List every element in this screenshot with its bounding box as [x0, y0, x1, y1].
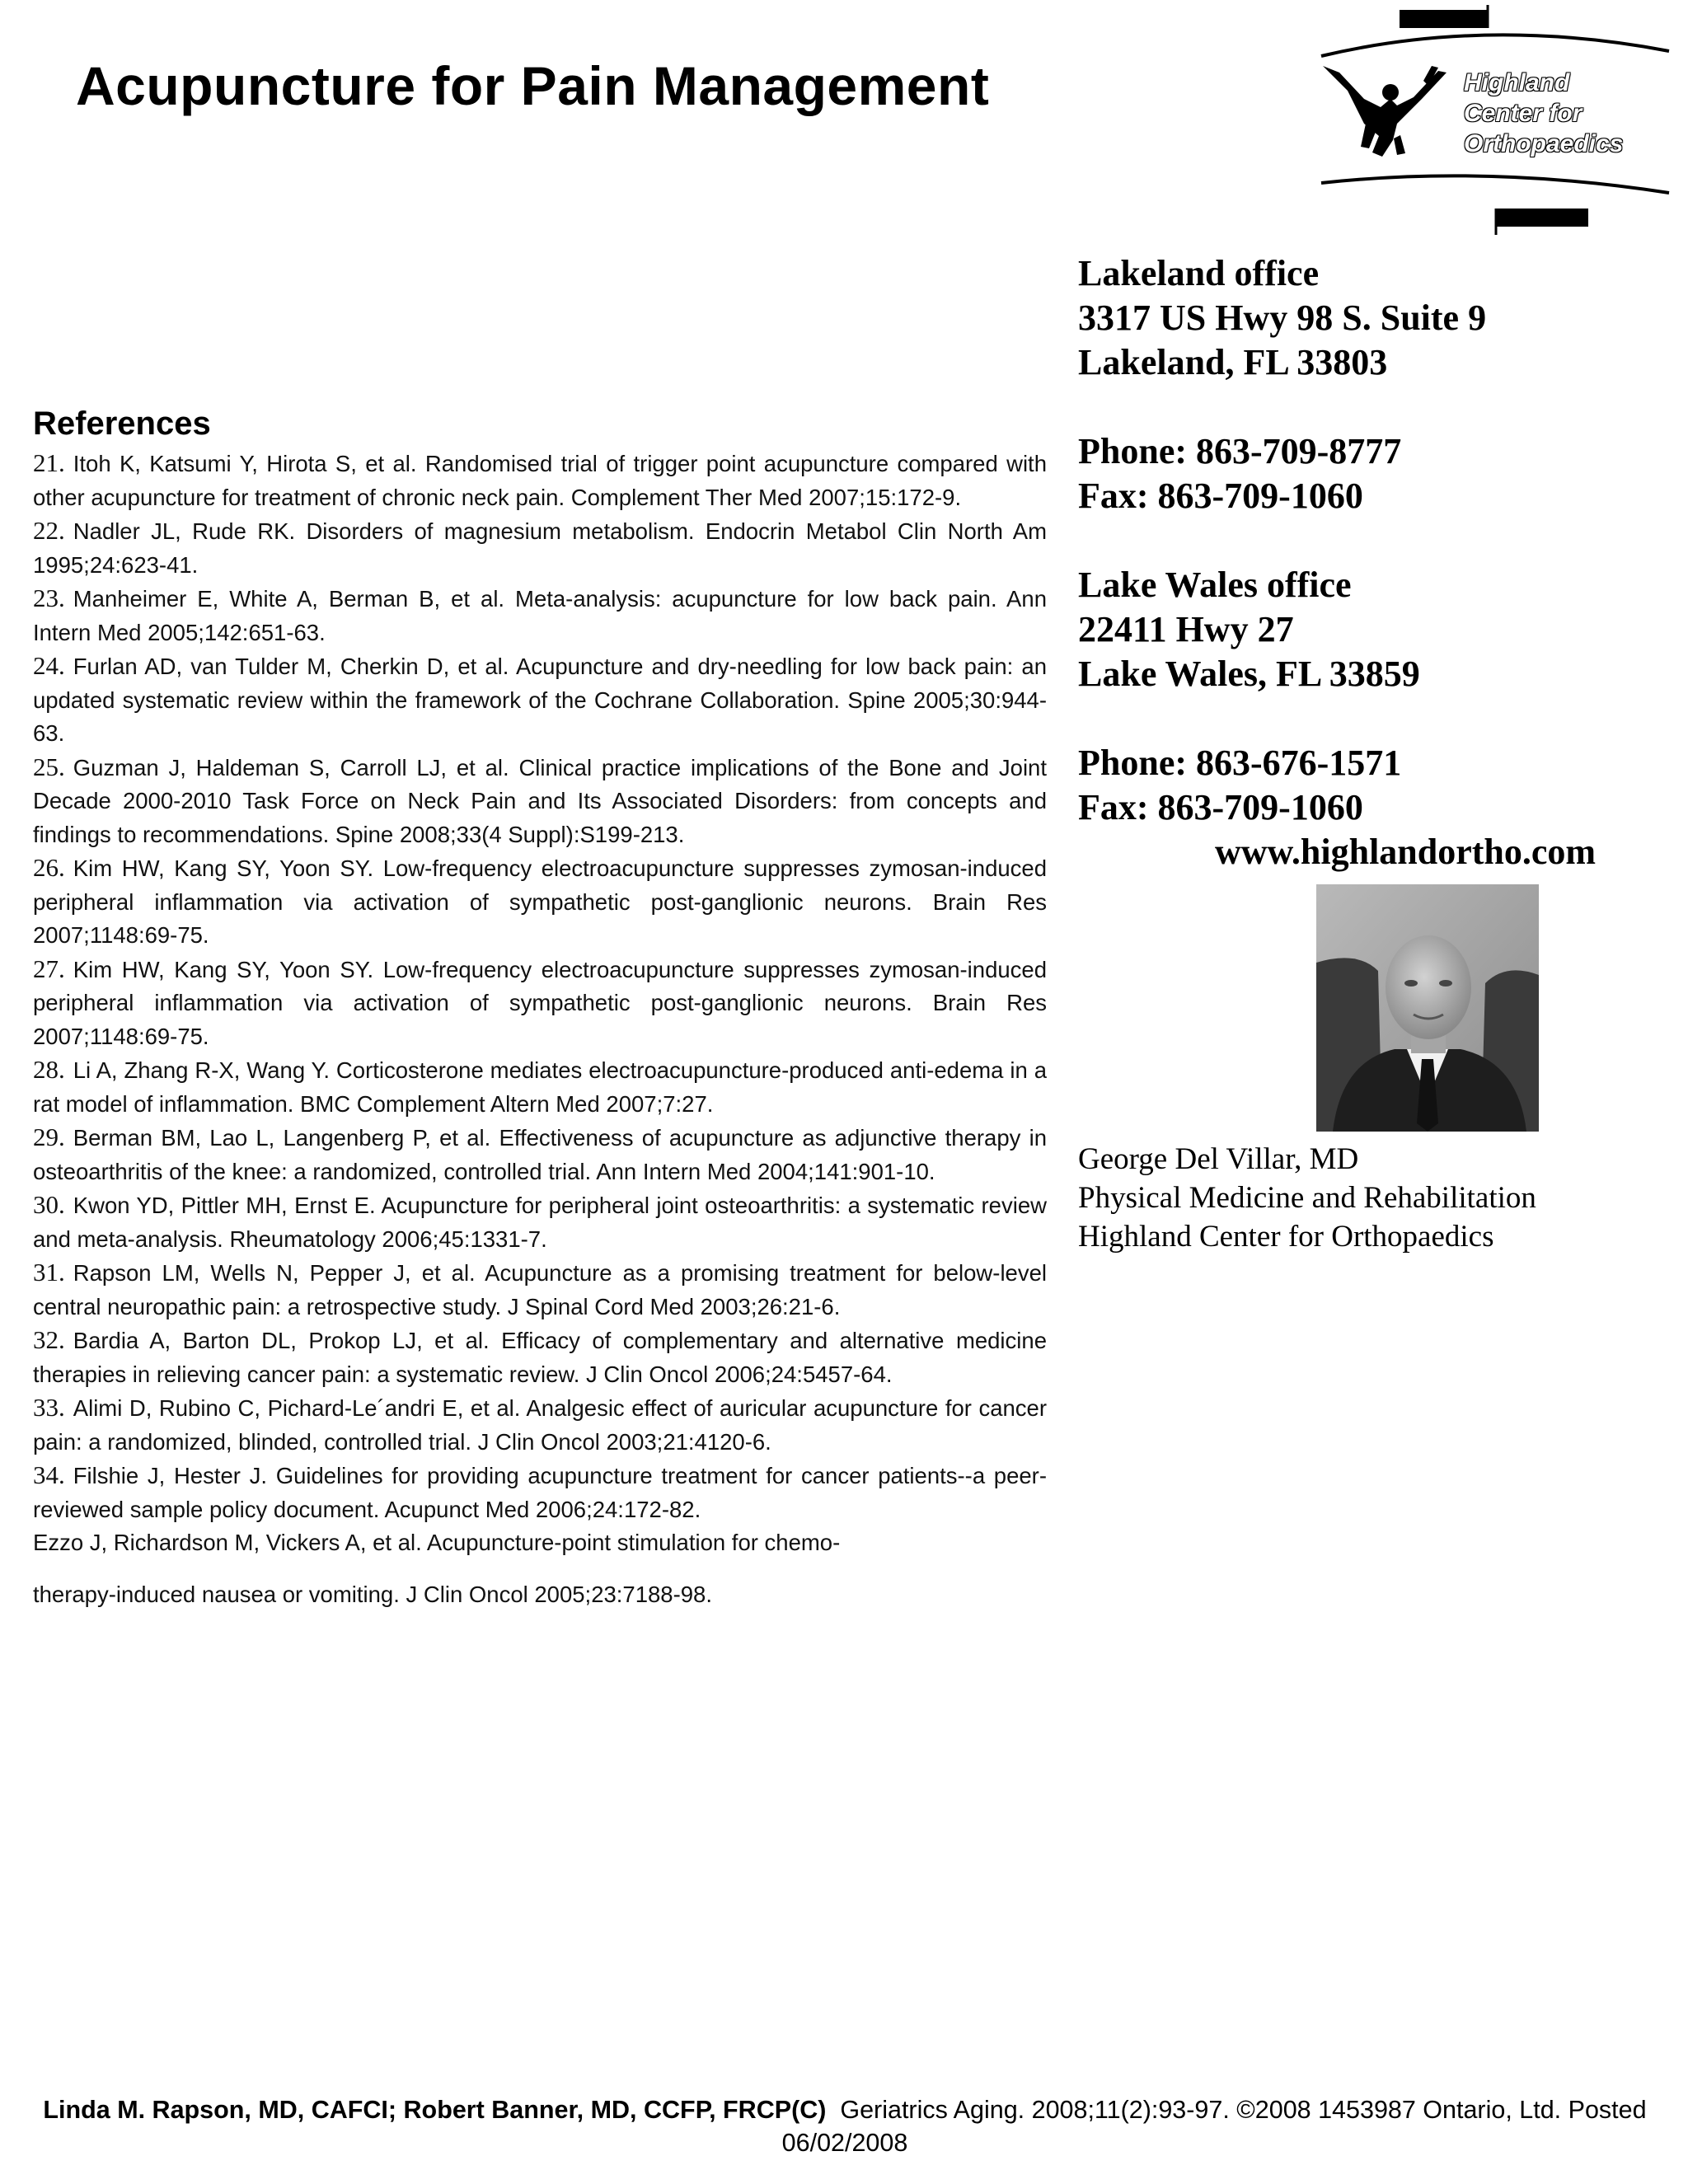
doctor-photo: [1316, 884, 1539, 1132]
reference-text: Berman BM, Lao L, Langenberg P, et al. Effectiveness of acupuncture as adjunctive therapy in osteoarthritis of the knee: a randomized, controlled trial. Ann Intern Med 2004;141:901-10.: [33, 1125, 1047, 1184]
reference-text: therapy-induced nausea or vomiting. J Clin Oncol 2005;23:7188-98.: [33, 1581, 712, 1607]
reference-list: [33, 447, 1047, 1526]
doctor-practice: Highland Center for Orthopaedics: [1078, 1220, 1494, 1254]
reference-text: Ezzo J, Richardson M, Vickers A, et al. Acupuncture-point stimulation for chemo-: [33, 1530, 841, 1555]
lakeland-city: Lakeland, FL 33803: [1078, 342, 1388, 382]
reference-number: 27.: [33, 954, 65, 983]
reference-item: [33, 582, 1047, 649]
lakeland-phone: Phone: 863-709-8777: [1078, 431, 1402, 471]
doctor-caption: [1078, 1140, 1672, 1256]
references-heading: References: [33, 405, 211, 442]
logo-text: Highland Center for Orthopaedics: [1464, 69, 1624, 157]
page-title: Acupuncture for Pain Management: [76, 55, 990, 116]
website-link[interactable]: www.highlandortho.com: [1215, 832, 1597, 872]
reference-item: [33, 1256, 1047, 1324]
reference-number: 29.: [33, 1122, 65, 1151]
reference-item: [33, 1324, 1047, 1391]
reference-number: 25.: [33, 752, 65, 781]
lake-wales-fax: Fax: 863-709-1060: [1078, 787, 1363, 827]
reference-number: 26.: [33, 853, 65, 882]
reference-text: Guzman J, Haldeman S, Carroll LJ, et al. Clinical practice implications of the Bone and Joint Decade 2000-2010 Task Force on Neck Pain and Its Associated Disorders: from concepts and findings to recommendations. Spine 2008;33(4 Suppl):S199-213.: [33, 754, 1047, 847]
reference-item: [33, 1391, 1047, 1459]
reference-item: [33, 514, 1047, 582]
reference-item: [33, 751, 1047, 852]
reference-item: [33, 851, 1047, 953]
reference-number: 33.: [33, 1393, 65, 1422]
reference-item: [33, 649, 1047, 751]
lake-wales-street: 22411 Hwy 27: [1078, 609, 1294, 649]
reference-text: Filshie J, Hester J. Guidelines for providing acupuncture treatment for cancer patients--a peer-reviewed sample policy document. Acupunct Med 2006;24:172-82.: [33, 1463, 1047, 1522]
reference-text: Bardia A, Barton DL, Prokop LJ, et al. Efficacy of complementary and alternative medicine therapies in relieving cancer pain: a systematic review. J Clin Oncol 2006;24:5457-64.: [33, 1328, 1047, 1387]
lakeland-street: 3317 US Hwy 98 S. Suite 9: [1078, 298, 1487, 338]
reference-text: Alimi D, Rubino C, Pichard-Le´andri E, et al. Analgesic effect of auricular acupuncture for cancer pain: a randomized, blinded, controlled trial. J Clin Oncol 2003;21:4120-6.: [33, 1395, 1047, 1455]
reference-number: 28.: [33, 1055, 65, 1084]
footer-authors: Linda M. Rapson, MD, CAFCI; Robert Banner, MD, CCFP, FRCP(C): [43, 2096, 827, 2124]
reference-number: 31.: [33, 1258, 65, 1286]
doctor-name: George Del Villar, MD: [1078, 1142, 1359, 1176]
reference-item-ezzo: [33, 1526, 1047, 1611]
lake-wales-office-name: Lake Wales office: [1078, 565, 1352, 605]
lakeland-office-name: Lakeland office: [1078, 253, 1320, 293]
reference-number: 30.: [33, 1190, 65, 1219]
reference-text: Itoh K, Katsumi Y, Hirota S, et al. Randomised trial of trigger point acupuncture compared with other acupuncture for treatment of chronic neck pain. Complement Ther Med 2007;15:172-9.: [33, 451, 1047, 510]
footer-citation: [25, 2093, 1665, 2159]
reference-number: 34.: [33, 1460, 65, 1489]
reference-number: 21.: [33, 448, 65, 477]
reference-item: [33, 1121, 1047, 1188]
footer-source: Geriatrics Aging. 2008;11(2):93-97. ©2008 1453987 Ontario, Ltd. Posted 06/02/2008: [781, 2096, 1647, 2157]
reference-text: Manheimer E, White A, Berman B, et al. Meta-analysis: acupuncture for low back pain. Ann Intern Med 2005;142:651-63.: [33, 586, 1047, 645]
reference-number: 22.: [33, 516, 65, 545]
reference-item: [33, 447, 1047, 514]
lake-wales-phone: Phone: 863-676-1571: [1078, 743, 1402, 783]
doctor-specialty: Physical Medicine and Rehabilitation: [1078, 1181, 1536, 1215]
reference-item: [33, 1053, 1047, 1121]
reference-number: 23.: [33, 583, 65, 612]
reference-number: 32.: [33, 1325, 65, 1354]
reference-number: 24.: [33, 651, 65, 680]
reference-text: Li A, Zhang R-X, Wang Y. Corticosterone mediates electroacupuncture-produced anti-edema in a rat model of inflammation. BMC Complement Altern Med 2007;7:27.: [33, 1057, 1047, 1117]
reference-item: [33, 1188, 1047, 1256]
lake-wales-city: Lake Wales, FL 33859: [1078, 654, 1420, 694]
lakeland-fax: Fax: 863-709-1060: [1078, 476, 1363, 516]
reference-text: Kim HW, Kang SY, Yoon SY. Low-frequency electroacupuncture suppresses zymosan-induced peripheral inflammation via activation of sympathetic post-ganglionic neurons. Brain Res 2007;1148:69-75.: [33, 855, 1047, 948]
reference-text: Kim HW, Kang SY, Yoon SY. Low-frequency electroacupuncture suppresses zymosan-induced peripheral inflammation via activation of sympathetic post-ganglionic neurons. Brain Res 2007;1148:69-75.: [33, 956, 1047, 1049]
reference-item: [33, 953, 1047, 1054]
references-section: [33, 405, 1047, 1611]
reference-text: Furlan AD, van Tulder M, Cherkin D, et al. Acupuncture and dry-needling for low back pain: an updated systematic review within the framework of the Cochrane Collaboration. Spine 2005;30:944-63.: [33, 654, 1047, 746]
reference-text: Rapson LM, Wells N, Pepper J, et al. Acupuncture as a promising treatment for below-level central neuropathic pain: a retrospective study. J Spinal Cord Med 2003;26:21-6.: [33, 1260, 1047, 1319]
office-contact: [1078, 251, 1672, 874]
reference-text: Kwon YD, Pittler MH, Ernst E. Acupuncture for peripheral joint osteoarthritis: a systematic review and meta-analysis. Rheumatology 2006;45:1331-7.: [33, 1193, 1047, 1252]
reference-item: [33, 1459, 1047, 1526]
reference-text: Nadler JL, Rude RK. Disorders of magnesium metabolism. Endocrin Metabol Clin North Am 1995;24:623-41.: [33, 518, 1047, 578]
